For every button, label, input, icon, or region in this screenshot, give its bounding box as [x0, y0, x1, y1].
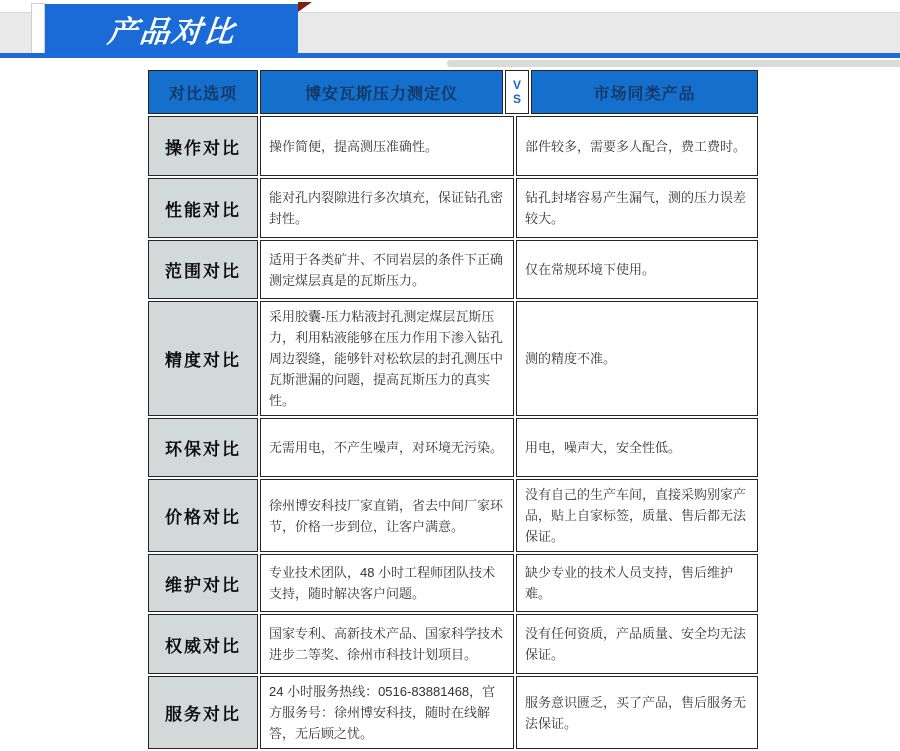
accent-strip — [31, 3, 45, 53]
option-cell: 性能对比 — [148, 178, 258, 238]
market-cell: 缺少专业的技术人员支持，售后维护难。 — [516, 554, 758, 612]
accent-line — [0, 53, 900, 58]
ours-cell: 采用胶囊-压力粘液封孔测定煤层瓦斯压力，利用粘液能够在压力作用下渗入钻孔周边裂缝，能够针对松软层的封孔测压中瓦斯泄漏的问题，提高瓦斯压力的真实性。 — [260, 301, 514, 416]
corner-fold-icon — [298, 2, 312, 12]
ours-cell: 操作简便，提高测压准确性。 — [260, 116, 514, 176]
table-row — [148, 418, 758, 477]
option-cell: 范围对比 — [148, 240, 258, 299]
option-cell: 服务对比 — [148, 676, 258, 749]
market-cell: 仅在常规环境下使用。 — [516, 240, 758, 299]
ours-cell: 能对孔内裂隙进行多次填充，保证钻孔密封性。 — [260, 178, 514, 238]
option-cell: 权威对比 — [148, 614, 258, 674]
header-cell-option: 对比选项 — [148, 70, 258, 114]
ours-cell: 24 小时服务热线：0516-83881468，官方服务号：徐州博安科技，随时在线解答，无后顾之忧。 — [260, 676, 514, 749]
table-header-row — [148, 70, 758, 114]
option-cell: 维护对比 — [148, 554, 258, 612]
ours-cell: 徐州博安科技厂家直销，省去中间厂家环节，价格一步到位，让客户满意。 — [260, 479, 514, 552]
ours-cell: 适用于各类矿井、不同岩层的条件下正确测定煤层真是的瓦斯压力。 — [260, 240, 514, 299]
table-row — [148, 479, 758, 552]
option-cell: 环保对比 — [148, 418, 258, 477]
table-row — [148, 614, 758, 674]
sub-accent-bar — [447, 60, 900, 67]
market-cell: 部件较多，需要多人配合，费工费时。 — [516, 116, 758, 176]
table-row — [148, 240, 758, 299]
comparison-table — [146, 68, 760, 751]
vs-letter-s: S — [513, 92, 522, 106]
option-cell: 价格对比 — [148, 479, 258, 552]
comparison-table-wrap — [146, 68, 760, 751]
ours-cell: 无需用电，不产生噪声，对环境无污染。 — [260, 418, 514, 477]
vs-cell: V S — [505, 70, 529, 114]
table-row — [148, 676, 758, 749]
market-cell: 钻孔封堵容易产生漏气，测的压力误差较大。 — [516, 178, 758, 238]
page-title-banner — [45, 4, 298, 53]
market-cell: 服务意识匮乏，买了产品，售后服务无法保证。 — [516, 676, 758, 749]
option-cell: 操作对比 — [148, 116, 258, 176]
market-cell: 没有自己的生产车间，直接采购别家产品，贴上自家标签，质量、售后都无法保证。 — [516, 479, 758, 552]
market-cell: 没有任何资质，产品质量、安全均无法保证。 — [516, 614, 758, 674]
option-cell: 精度对比 — [148, 301, 258, 416]
ours-cell: 国家专利、高新技术产品、国家科学技术进步二等奖、徐州市科技计划项目。 — [260, 614, 514, 674]
header-cell-ours: 博安瓦斯压力测定仪 — [260, 70, 503, 114]
ours-cell: 专业技术团队，48 小时工程师团队技术支持，随时解决客户问题。 — [260, 554, 514, 612]
header-cell-market: 市场同类产品 — [531, 70, 758, 114]
table-row — [148, 554, 758, 612]
page-title: 产品对比 — [105, 15, 237, 49]
table-row — [148, 301, 758, 416]
table-row — [148, 178, 758, 238]
table-row — [148, 116, 758, 176]
market-cell: 测的精度不准。 — [516, 301, 758, 416]
market-cell: 用电，噪声大，安全性低。 — [516, 418, 758, 477]
